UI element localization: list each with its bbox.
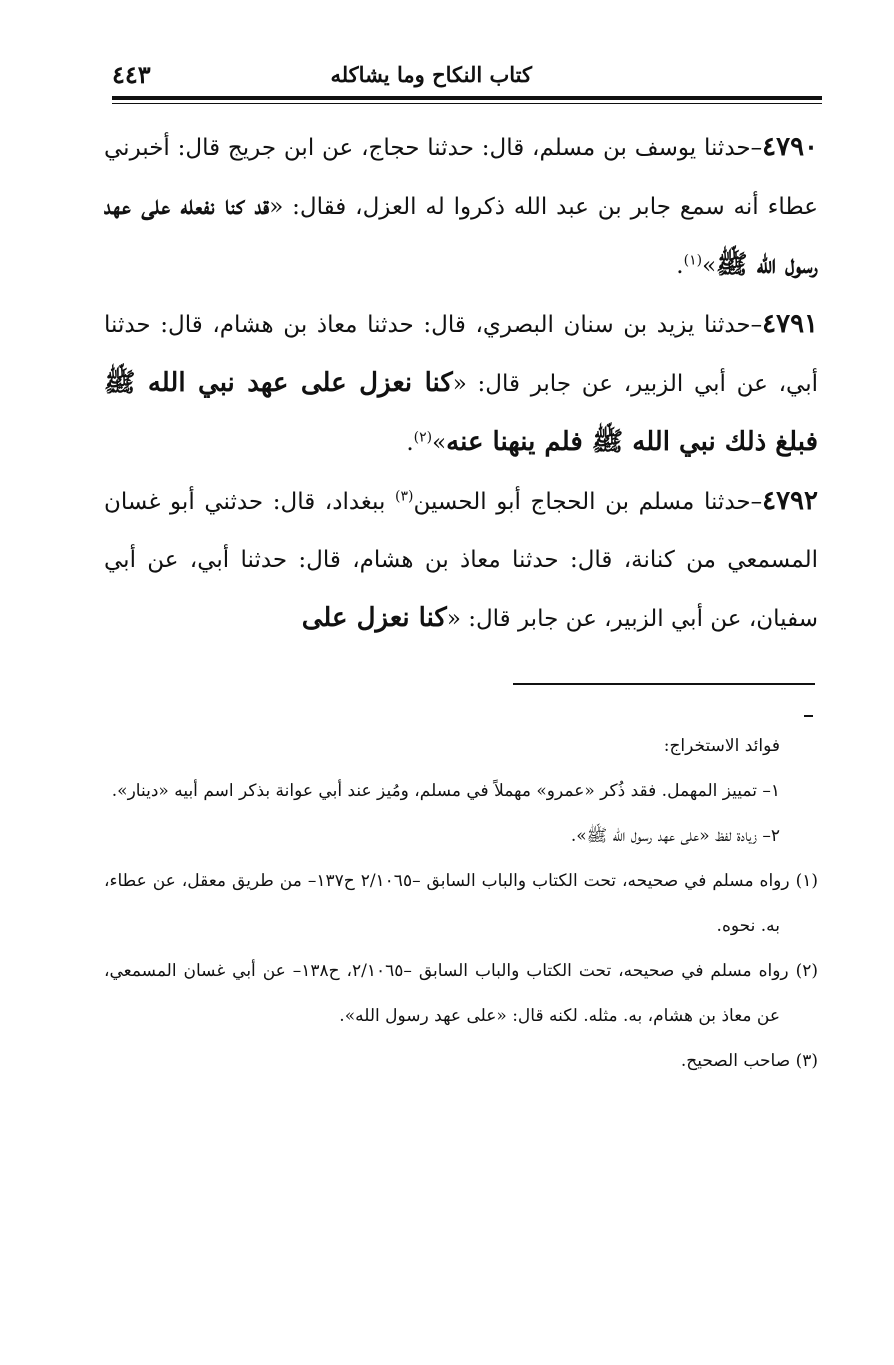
main-text <box>104 118 818 648</box>
quote-open: « <box>452 371 467 397</box>
quote-open: « <box>269 194 284 220</box>
footnote-text: رواه مسلم في صحيحه، تحت الكتاب والباب السابق –٢/١٠٦٥، ح١٣٨– عن أبي غسان المسمعي، عن معاذ بن هشام، به. مثله. لكنه قال: «على عهد رسول الله». <box>104 961 789 1026</box>
header-rule-thick <box>112 96 822 100</box>
quote-close: » <box>432 430 447 456</box>
hadith-paragraph <box>104 472 818 648</box>
footnote-text: صاحب الصحيح. <box>680 1051 791 1071</box>
benefit-item: ٢– زيادة لفظ «على عهد رسول الله ﷺ». <box>570 826 780 846</box>
chapter-title: كتاب النكاح وما يشاكله <box>330 62 532 87</box>
footnote-number: (١) <box>795 871 818 891</box>
quote-close: » <box>702 253 717 279</box>
hadith-text: –حدثنا يزيد بن سنان البصري، قال: حدثنا معاذ بن هشام، قال: حدثنا أبي، عن أبي الزبير، عن جابر قال: <box>104 312 819 397</box>
page-number: ٤٤٣ <box>112 60 151 89</box>
footnote-number: (٢) <box>795 961 818 981</box>
quote-open: « <box>446 606 461 632</box>
footnote-dash <box>804 715 813 717</box>
hadith-text: –حدثنا مسلم بن الحجاج أبو الحسين <box>413 489 763 515</box>
footnote-separator <box>513 683 815 685</box>
benefits-title: فوائد الاستخراج: <box>663 736 780 756</box>
hadith-paragraph <box>104 118 818 295</box>
hadith-bold-text: كنا نعزل على عهد نبي الله ﷺ فبلغ ذلك نبي الله ﷺ فلم ينهنا عنه <box>104 368 818 457</box>
hadith-paragraph <box>104 295 818 472</box>
footnote-number: (٣) <box>795 1051 818 1071</box>
hadith-bold-text: قد كنا نفعله على عهد رسول الله ﷺ <box>104 191 818 280</box>
footnote-ref: (٣) <box>394 488 414 505</box>
header-rule-thin <box>112 103 822 104</box>
hadith-number: ٤٧٩٠ <box>762 132 818 162</box>
sentence-end: . <box>406 430 414 456</box>
hadith-number: ٤٧٩٢ <box>762 486 818 516</box>
footnote-text: رواه مسلم في صحيحه، تحت الكتاب والباب السابق –٢/١٠٦٥ ح١٣٧– من طريق معقل، عن عطاء، به. نحوه. <box>104 871 790 936</box>
benefit-item: ١– تمييز المهمل. فقد ذُكر «عمرو» مهملاً في مسلم، ومُيز عند أبي عوانة بذكر اسم أبيه «دينار». <box>111 781 780 801</box>
footnote-item <box>104 1039 818 1084</box>
hadith-number: ٤٧٩١ <box>762 309 818 339</box>
footnote-item <box>104 859 818 949</box>
footnote-ref: (١) <box>683 252 703 269</box>
sentence-end: . <box>676 253 684 279</box>
footnote-ref: (٢) <box>413 429 433 446</box>
running-header <box>112 58 822 94</box>
hadith-text: –حدثنا يوسف بن مسلم، قال: حدثنا حجاج، عن ابن جريج قال: أخبرني عطاء أنه سمع جابر بن عبد الله ذكروا له العزل، فقال: <box>104 135 818 220</box>
footnotes <box>104 724 818 1084</box>
hadith-bold-text: كنا نعزل على <box>301 603 447 633</box>
footnote-item <box>104 949 818 1039</box>
hadith-text: ببغداد، قال: حدثني أبو غسان المسمعي من كنانة، قال: حدثنا معاذ بن هشام، قال: حدثنا أبي، عن أبي سفيان، عن أبي الزبير، عن جابر قال: <box>104 489 818 632</box>
